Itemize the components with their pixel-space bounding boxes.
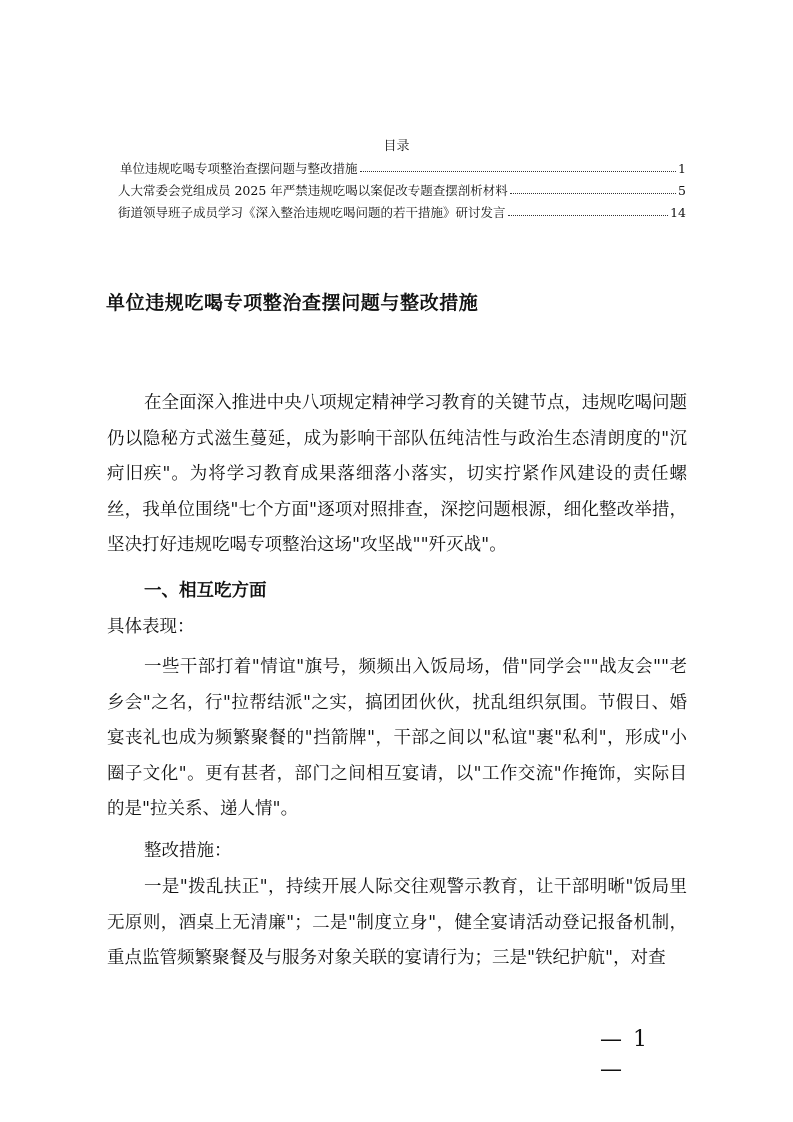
toc-entry-page: 5 [678,183,686,198]
toc-leader-dots [510,182,676,194]
toc-entry-page: 14 [670,205,686,220]
manifestation-paragraph: 一些干部打着"情谊"旗号，频频出入饭局场，借"同学会""战友会""老乡会"之名，行"拉帮结派"之实，搞团团伙伙，扰乱组织氛围。节假日、婚宴丧礼也成为频繁聚餐的"挡箭牌"，干部之间以"私谊"裹"私利"，形成"小圈子文化"。更有甚者，部门之间相互宴请，以"工作交流"作掩饰，实际目的是"拉关系、递人情"。 [107,657,687,819]
document-title: 单位违规吃喝专项整治查摆问题与整改措施 [106,292,479,314]
toc-entry-label: 人大常委会党组成员 2025 年严禁违规吃喝以案促改专题查摆剖析材料 [118,183,508,198]
toc-entry[interactable] [118,204,686,222]
toc-entry-page: 1 [678,161,686,176]
toc-title: 目录 [383,139,410,154]
measures-label: 整改措施： [144,841,232,861]
toc-entry-label: 街道领导班子成员学习《深入整治违规吃喝问题的若干措施》研讨发言 [118,205,506,220]
intro-paragraph: 在全面深入推进中央八项规定精神学习教育的关键节点，违规吃喝问题仍以隐秘方式滋生蔓延，成为影响干部队伍纯洁性与政治生态清朗度的"沉疴旧疾"。为将学习教育成果落细落小落实，切实拧紧作风建设的责任螺丝，我单位围绕"七个方面"逐项对照排查，深挖问题根源，细化整改举措，坚决打好违规吃喝专项整治这场"攻坚战""歼灭战"。 [107,393,687,555]
page-number: — 1 — [600,1027,649,1082]
toc-entry-label: 单位违规吃喝专项整治查摆问题与整改措施 [120,161,358,176]
toc-leader-dots [360,160,677,172]
toc-entry[interactable] [120,160,686,178]
toc-entry[interactable] [118,182,686,200]
toc-leader-dots [508,204,669,216]
measures-paragraph: 一是"拨乱扶正"，持续开展人际交往观警示教育，让干部明晰"饭局里无原则，酒桌上无清廉"；二是"制度立身"，健全宴请活动登记报备机制，重点监管频繁聚餐及与服务对象关联的宴请行为；三是"铁纪护航"，对查 [107,877,687,968]
section-heading: 一、相互吃方面 [144,581,267,601]
manifestation-label: 具体表现： [107,617,195,637]
